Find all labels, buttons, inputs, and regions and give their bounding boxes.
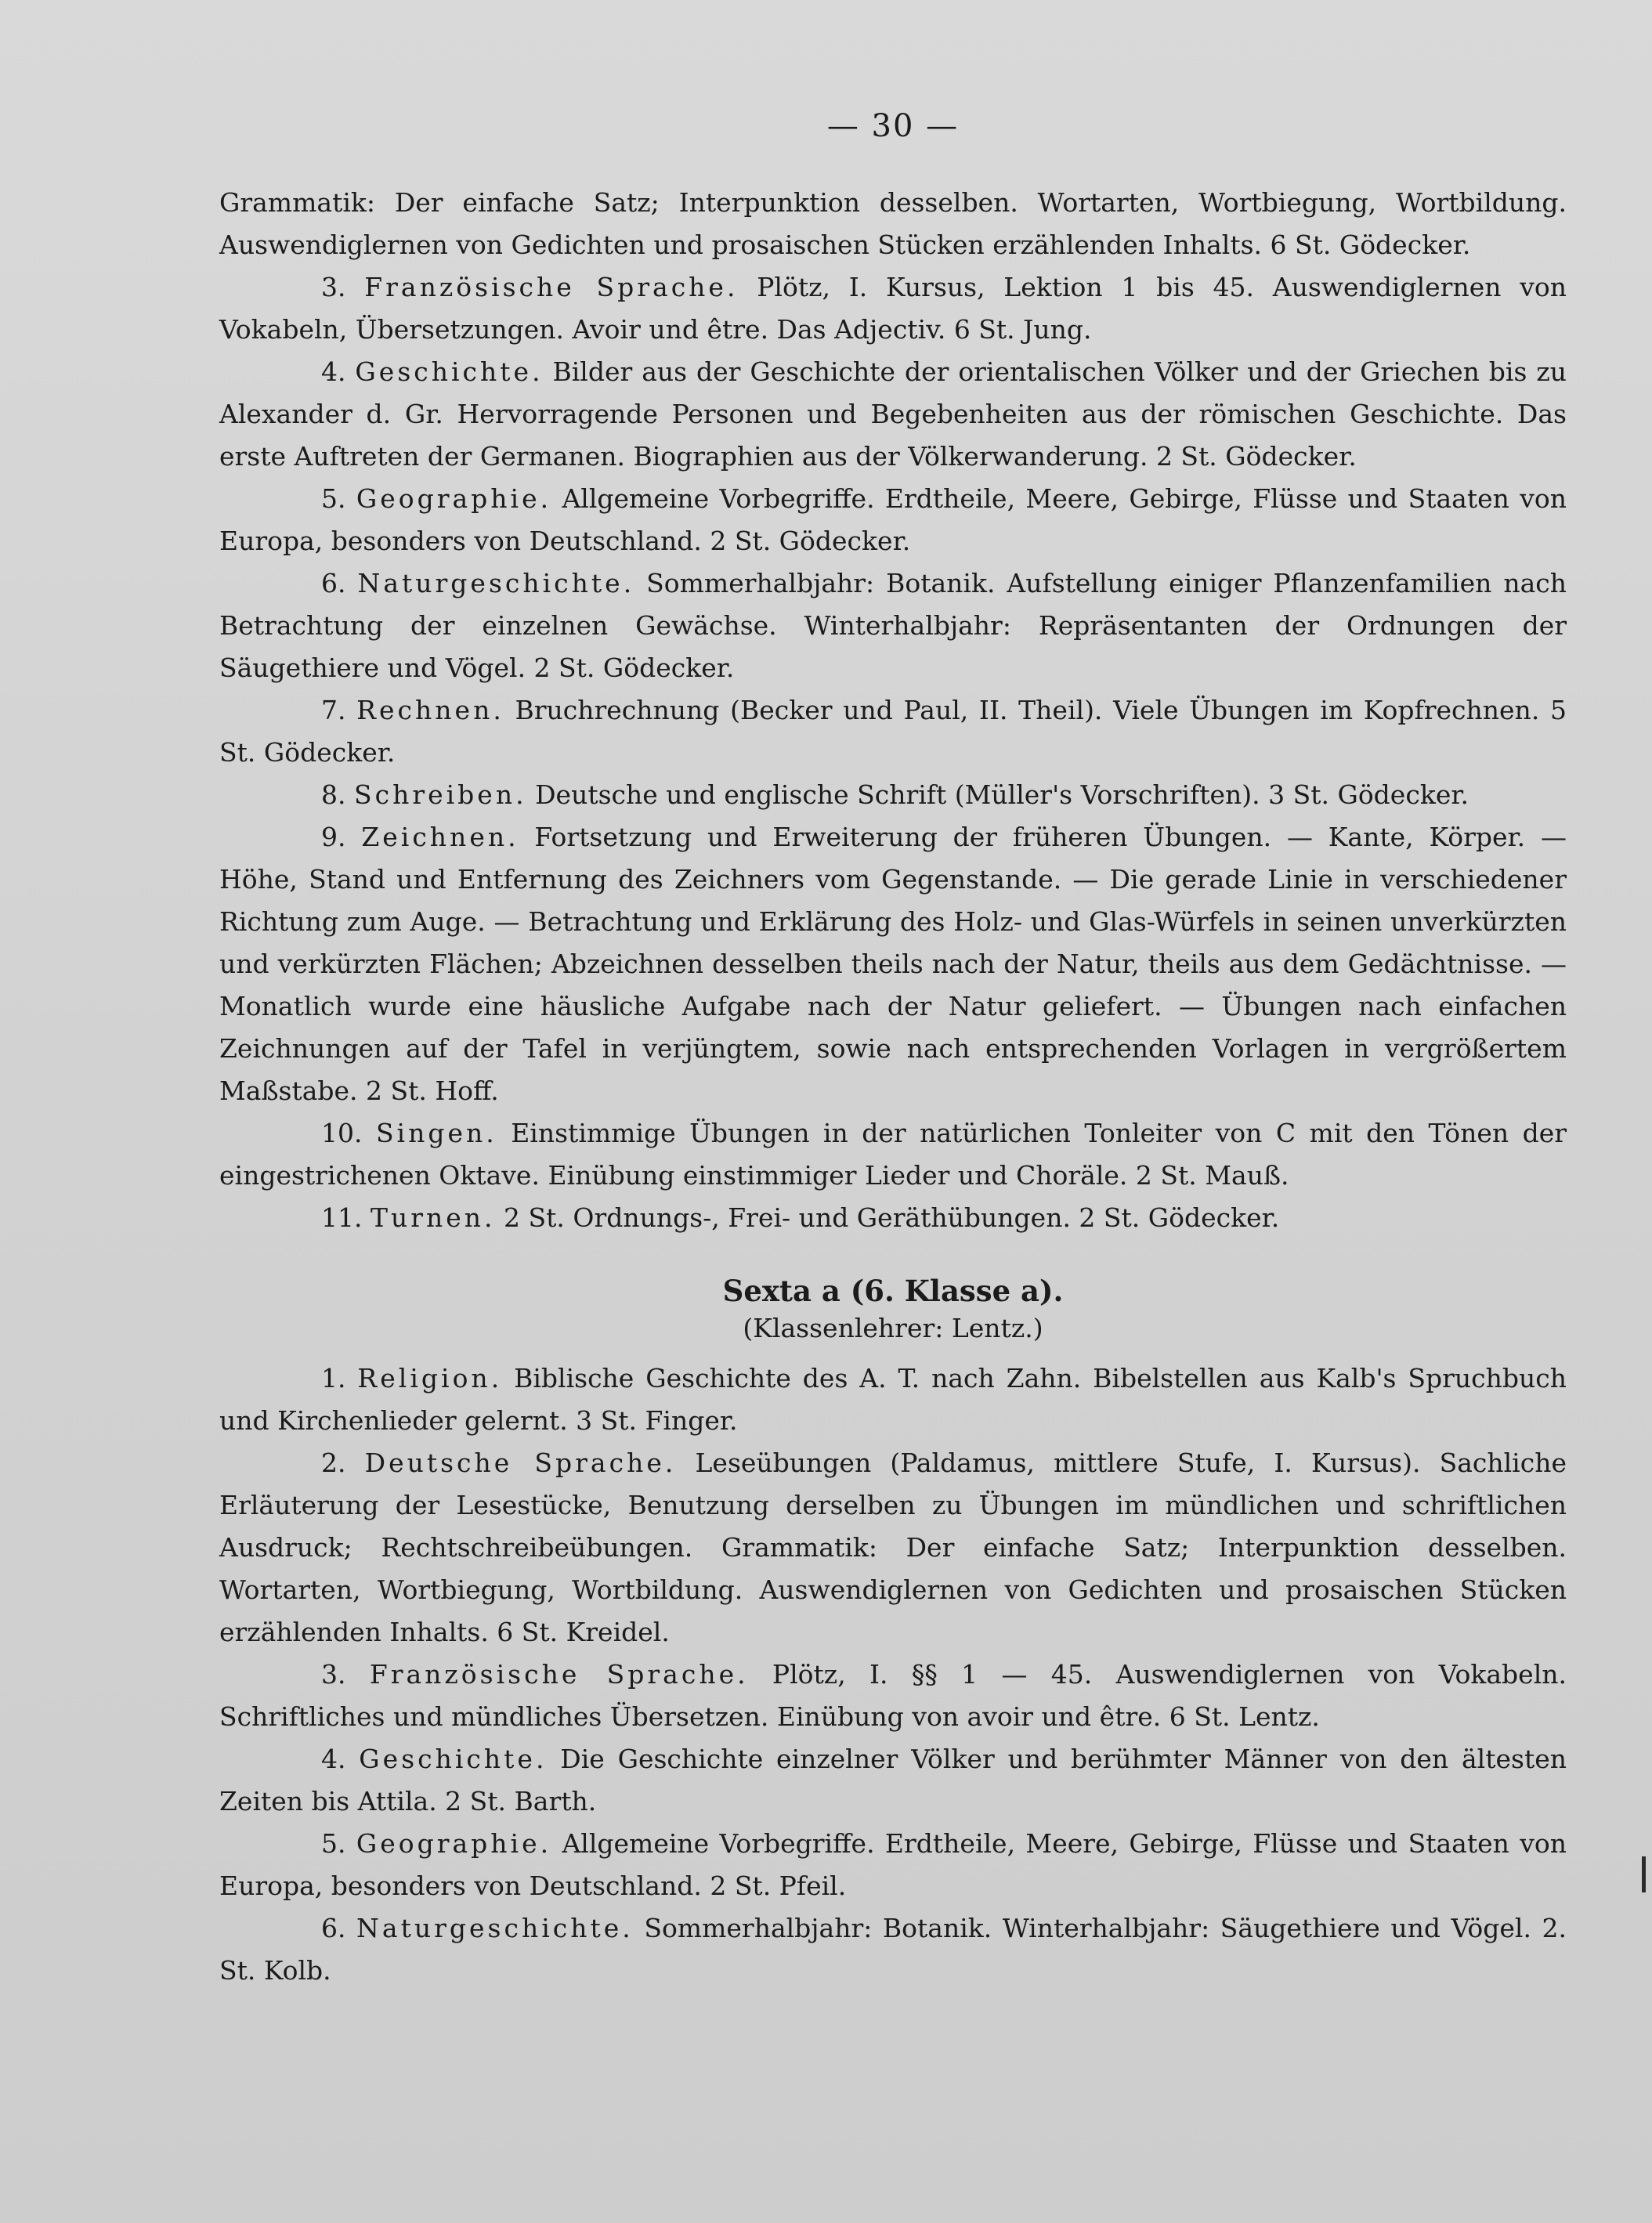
subject-paragraph	[219, 182, 1567, 266]
subject-name: Naturgeschichte.	[356, 1913, 634, 1943]
paragraph-text: Einstimmige Übungen in der natürlichen Tonleiter von C mit den Tönen der eingestrichenen Oktave. Einübung einstimmiger Lieder und Choräle. 2 St. Mauß.	[219, 1118, 1567, 1191]
subject-name: Deutsche Sprache.	[364, 1448, 677, 1478]
subject-name: Geschichte.	[359, 1744, 548, 1774]
page-content	[219, 108, 1567, 1992]
subject-paragraph	[219, 1112, 1567, 1197]
subject-paragraph	[219, 774, 1567, 816]
paragraph-text: 11.	[321, 1202, 371, 1233]
paragraph-text: 1.	[321, 1363, 358, 1393]
subject-paragraph	[219, 816, 1567, 1112]
paragraph-text: 5.	[321, 483, 356, 514]
subject-name: Rechnen.	[356, 695, 504, 725]
subject-paragraph	[219, 689, 1567, 774]
subject-name: Religion.	[357, 1363, 503, 1393]
subject-paragraph	[219, 562, 1567, 689]
subject-paragraph	[219, 1654, 1567, 1738]
paragraph-text: 10.	[321, 1118, 376, 1148]
subject-name: Turnen.	[370, 1202, 496, 1233]
page-number: — 30 —	[826, 108, 960, 144]
section-heading: Sexta a (6. Klasse a).	[722, 1274, 1064, 1308]
paragraph-text: Bruchrechnung (Becker und Paul, II. Theil). Viele Übungen im Kopfrechnen. 5 St. Gödecker.	[219, 695, 1567, 768]
paragraph-text: Sommerhalbjahr: Botanik. Aufstellung einiger Pflanzenfamilien nach Betrachtung der einzelnen Gewächse. Winterhalbjahr: Repräsentanten der Ordnungen der Säugethiere und Vögel. 2 St. Gödecker.	[219, 568, 1567, 683]
subject-name: Geographie.	[356, 483, 552, 514]
paragraph-text: 5.	[321, 1828, 356, 1859]
paragraph-text: 2 St. Ordnungs-, Frei- und Geräthübungen. 2 St. Gödecker.	[495, 1202, 1280, 1233]
paragraph-text: Plötz, I. Kursus, Lektion 1 bis 45. Auswendiglernen von Vokabeln, Übersetzungen. Avoir und être. Das Adjectiv. 6 St. Jung.	[219, 272, 1567, 345]
paragraph-text: Bilder aus der Geschichte der orientalischen Völker und der Griechen bis zu Alexander d. Gr. Hervorragende Personen und Begebenheiten aus der römischen Geschichte. Das erste Auftreten der Germanen. Biographien aus der Völkerwanderung. 2 St. Gödecker.	[219, 356, 1567, 472]
paragraph-text: 3.	[321, 272, 365, 302]
subject-name: Zeichnen.	[361, 822, 519, 852]
paragraph-text: Grammatik: Der einfache Satz; Interpunktion desselben. Wortarten, Wortbiegung, Wortbildung. Auswendiglernen von Gedichten und prosaischen Stücken erzählenden Inhalts. 6 St. Gödecker.	[219, 187, 1567, 260]
paragraph-text: Allgemeine Vorbegriffe. Erdtheile, Meere, Gebirge, Flüsse und Staaten von Europa, besonders von Deutschland. 2 St. Gödecker.	[219, 483, 1567, 556]
margin-mark	[1642, 1856, 1646, 1892]
paragraph-text: Fortsetzung und Erweiterung der früheren Übungen. — Kante, Körper. — Höhe, Stand und Entfernung des Zeichners vom Gegenstande. — Die gerade Linie in verschiedener Richtung zum Auge. — Betrachtung und Erklärung des Holz- und Glas-Würfels in seinen unverkürzten und verkürzten Flächen; Abzeichnen desselben theils nach der Natur, theils aus dem Gedächtnisse. — Monatlich wurde eine häusliche Aufgabe nach der Natur geliefert. — Übungen nach einfachen Zeichnungen auf der Tafel in verjüngtem, sowie nach entsprechenden Vorlagen in vergrößertem Maßstabe. 2 St. Hoff.	[219, 822, 1567, 1106]
paragraph-text: 6.	[321, 568, 358, 598]
subject-name: Französische Sprache.	[369, 1659, 749, 1690]
subject-name: Geschichte.	[355, 356, 544, 387]
subject-paragraph	[219, 1907, 1567, 1992]
paragraph-text: Leseübungen (Paldamus, mittlere Stufe, I. Kursus). Sachliche Erläuterung der Lesestücke, Benutzung derselben zu Übungen im mündlichen und schriftlichen Ausdruck; Rechtschreibeübungen. Grammatik: Der einfache Satz; Interpunktion desselben. Wortarten, Wortbiegung, Wortbildung. Auswendiglernen von Gedichten und prosaischen Stücken erzählenden Inhalts. 6 St. Kreidel.	[219, 1448, 1567, 1647]
paragraph-text: 6.	[321, 1913, 357, 1943]
sexta-a-curriculum	[219, 1357, 1567, 1992]
subject-name: Geographie.	[356, 1828, 552, 1859]
class-teacher-line: (Klassenlehrer: Lentz.)	[743, 1313, 1043, 1343]
subject-paragraph	[219, 1738, 1567, 1823]
subject-paragraph	[219, 1823, 1567, 1907]
subject-paragraph	[219, 1357, 1567, 1442]
subject-name: Schreiben.	[353, 779, 527, 810]
subject-name: Naturgeschichte.	[357, 568, 635, 598]
paragraph-text: Plötz, I. §§ 1 — 45. Auswendiglernen von Vokabeln. Schriftliches und mündliches Übersetzen. Einübung von avoir und être. 6 St. Lentz.	[219, 1659, 1567, 1732]
previous-class-curriculum	[219, 182, 1567, 1239]
paragraph-text: 2.	[321, 1448, 365, 1478]
subject-paragraph	[219, 351, 1567, 478]
paragraph-text: Die Geschichte einzelner Völker und berühmter Männer von den ältesten Zeiten bis Attila. 2 St. Barth.	[219, 1744, 1567, 1816]
subject-name: Französische Sprache.	[364, 272, 739, 302]
paragraph-text: 7.	[321, 695, 357, 725]
subject-paragraph	[219, 266, 1567, 351]
paragraph-text: Allgemeine Vorbegriffe. Erdtheile, Meere, Gebirge, Flüsse und Staaten von Europa, besonders von Deutschland. 2 St. Pfeil.	[219, 1828, 1567, 1901]
paragraph-text: 4.	[321, 356, 356, 387]
subject-paragraph	[219, 478, 1567, 562]
subject-name: Singen.	[375, 1118, 497, 1148]
subject-paragraph	[219, 1442, 1567, 1654]
paragraph-text: 9.	[321, 822, 362, 852]
paragraph-text: Biblische Geschichte des A. T. nach Zahn. Bibelstellen aus Kalb's Spruchbuch und Kirchenlieder gelernt. 3 St. Finger.	[219, 1363, 1567, 1436]
paragraph-text: Deutsche und englische Schrift (Müller's Vorschriften). 3 St. Gödecker.	[526, 779, 1469, 810]
paragraph-text: 8.	[321, 779, 354, 810]
paragraph-text: Sommerhalbjahr: Botanik. Winterhalbjahr: Säugethiere und Vögel. 2. St. Kolb.	[219, 1913, 1567, 1986]
paragraph-text: 3.	[321, 1659, 370, 1690]
paragraph-text: 4.	[321, 1744, 360, 1774]
subject-paragraph	[219, 1197, 1567, 1239]
